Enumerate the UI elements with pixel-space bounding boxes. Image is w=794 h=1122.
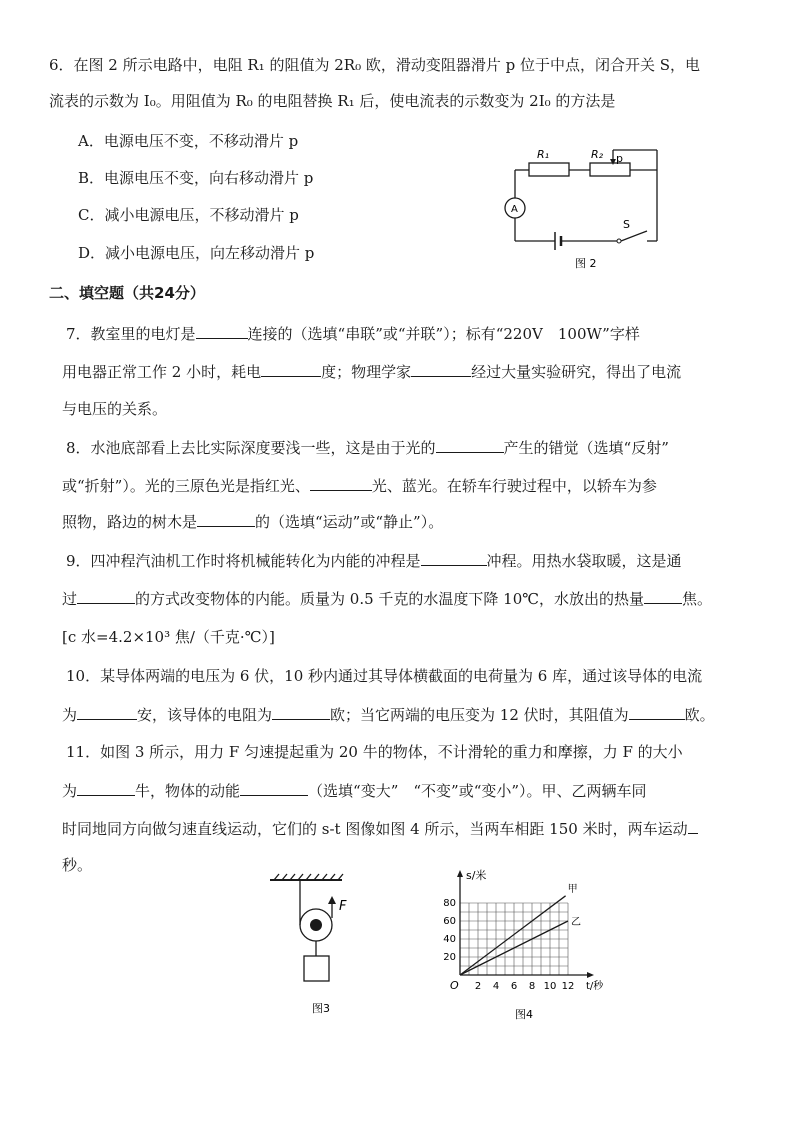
q8-text: 的（选填“运动”或“静止”）。 [255, 513, 444, 531]
label-r2: R₂ [591, 148, 604, 161]
q7-blank-2[interactable] [261, 361, 321, 377]
y-tick-label: 40 [443, 934, 456, 945]
series-label-yi: 乙 [571, 917, 581, 928]
q7-text: 用电器正常工作 2 小时，耗电 [62, 363, 262, 381]
q11-text: 时同地同方向做匀速直线运动，它们的 s-t 图像如图 4 所示，当两车相距 150 米时，两车运动 [62, 820, 688, 838]
q11-text: （选填“变大” “不变”或“变小”）。甲、乙两辆车同 [308, 782, 647, 800]
q6-option-d: D．减小电源电压，向左移动滑片 p [78, 244, 315, 262]
q9-blank-3[interactable] [644, 588, 682, 604]
q8-line3 [62, 511, 443, 532]
q10-line1: 10．某导体两端的电压为 6 伏，10 秒内通过其导体横截面的电荷量为 6 库，通过该导体的电流 [66, 667, 703, 685]
q9-text: 冲程。用热水袋取暖，这是通 [486, 552, 682, 570]
x-tick-label: 4 [492, 981, 500, 992]
q11-blank-3[interactable] [688, 818, 698, 834]
q7-text: 连接的（选填“串联”或“并联”）；标有“220V 100W”字样 [247, 325, 640, 343]
q8-blank-1[interactable] [436, 437, 504, 453]
label-p: p [616, 152, 623, 165]
figure-4-chart [440, 868, 620, 1023]
q10-blank-3[interactable] [629, 704, 685, 720]
y-tick-label: 20 [443, 952, 456, 963]
figure-2-caption: 图 2 [575, 257, 597, 270]
q7-line2 [62, 361, 681, 382]
q9-text: 的方式改变物体的内能。质量为 0.5 千克的水温度下降 10℃，水放出的热量 [135, 590, 645, 608]
x-tick-label: 8 [528, 981, 536, 992]
chart-svg [440, 868, 620, 1023]
q9-line2 [62, 588, 712, 609]
q10-text: 为 [62, 706, 78, 724]
q11-blank-2[interactable] [240, 780, 308, 796]
q9-text: 焦。 [682, 590, 713, 608]
label-r1: R₁ [537, 148, 550, 161]
x-tick-label: 6 [510, 981, 518, 992]
x-tick-label: 12 [561, 981, 575, 992]
q8-blank-2[interactable] [310, 475, 372, 491]
q9-text: 过 [62, 590, 78, 608]
q6-option-a: A．电源电压不变，不移动滑片 p [78, 132, 299, 150]
q10-text: 欧。 [684, 706, 715, 724]
q8-text: 或“折射”）。光的三原色光是指红光、 [62, 477, 310, 495]
q7-text: 7．教室里的电灯是 [66, 325, 196, 343]
q11-line3 [62, 818, 698, 839]
q7-line1 [66, 323, 640, 344]
y-tick-label: 80 [443, 898, 456, 909]
q9-line1 [66, 550, 682, 571]
rheostat-r2 [590, 163, 630, 176]
q10-text: 安，该导体的电阻为 [137, 706, 273, 724]
figure-2-circuit [495, 140, 675, 275]
q7-blank-3[interactable] [411, 361, 471, 377]
q10-text: 欧；当它两端的电压变为 12 伏时，其阻值为 [330, 706, 629, 724]
label-switch: S [623, 218, 630, 231]
q9-text: 9．四冲程汽油机工作时将机械能转化为内能的冲程是 [66, 552, 421, 570]
q7-text: 度；物理学家 [321, 363, 412, 381]
q9-blank-1[interactable] [421, 550, 487, 566]
q8-line2 [62, 475, 657, 496]
q11-blank-1[interactable] [77, 780, 135, 796]
x-tick-label: 10 [543, 981, 557, 992]
q6-option-c: C．减小电源电压，不移动滑片 p [78, 206, 299, 224]
q11-line1: 11．如图 3 所示，用力 F 匀速提起重为 20 牛的物体，不计滑轮的重力和摩擦，力 F 的大小 [66, 743, 683, 761]
q8-text: 照物，路边的树木是 [62, 513, 198, 531]
weight-block [304, 956, 329, 981]
q7-text: 经过大量实验研究，得出了电流 [471, 363, 682, 381]
y-tick-label: 60 [443, 916, 456, 927]
y-axis-arrow [457, 870, 463, 877]
x-axis-label: t/秒 [586, 981, 604, 992]
x-axis-arrow [587, 972, 594, 978]
q9-blank-2[interactable] [77, 588, 135, 604]
origin-label: O [450, 979, 459, 992]
q10-line2 [62, 704, 715, 725]
q8-text: 光、蓝光。在轿车行驶过程中，以轿车为参 [371, 477, 657, 495]
figure-4-caption: 图4 [515, 1008, 533, 1021]
q8-blank-3[interactable] [197, 511, 255, 527]
q11-line4: 秒。 [62, 856, 93, 874]
q7-line3: 与电压的关系。 [62, 400, 168, 418]
q7-blank-1[interactable] [196, 323, 248, 339]
resistor-r1 [529, 163, 569, 176]
figure-3-pulley [262, 870, 372, 1020]
force-label: F [339, 899, 347, 914]
q11-text: 牛，物体的动能 [135, 782, 241, 800]
q11-text: 为 [62, 782, 78, 800]
series-label-jia: 甲 [567, 883, 578, 895]
section-2-title: 二、填空题（共24分） [49, 284, 205, 302]
q8-line1 [66, 437, 669, 458]
x-tick-label: 2 [474, 981, 482, 992]
q8-text: 产生的错觉（选填“反射” [503, 439, 669, 457]
q9-line3: [c 水=4.2×10³ 焦/（千克·℃）] [62, 628, 275, 646]
q6-stem-line2: 流表的示数为 I₀。用阻值为 R₀ 的电阻替换 R₁ 后，使电流表的示数变为 2I₀ 的方法是 [49, 92, 616, 110]
label-ammeter: A [511, 204, 518, 215]
y-axis-label: s/米 [466, 869, 487, 882]
figure-3-caption: 图3 [312, 1002, 330, 1015]
q8-text: 8．水池底部看上去比实际深度要浅一些，这是由于光的 [66, 439, 436, 457]
q6-stem-line1: 6．在图 2 所示电路中，电阻 R₁ 的阻值为 2R₀ 欧，滑动变阻器滑片 p 位于中点，闭合开关 S，电 [49, 56, 701, 74]
q11-line2 [62, 780, 647, 801]
q10-blank-2[interactable] [272, 704, 330, 720]
q10-blank-1[interactable] [77, 704, 137, 720]
q6-option-b: B．电源电压不变，向右移动滑片 p [78, 169, 314, 187]
